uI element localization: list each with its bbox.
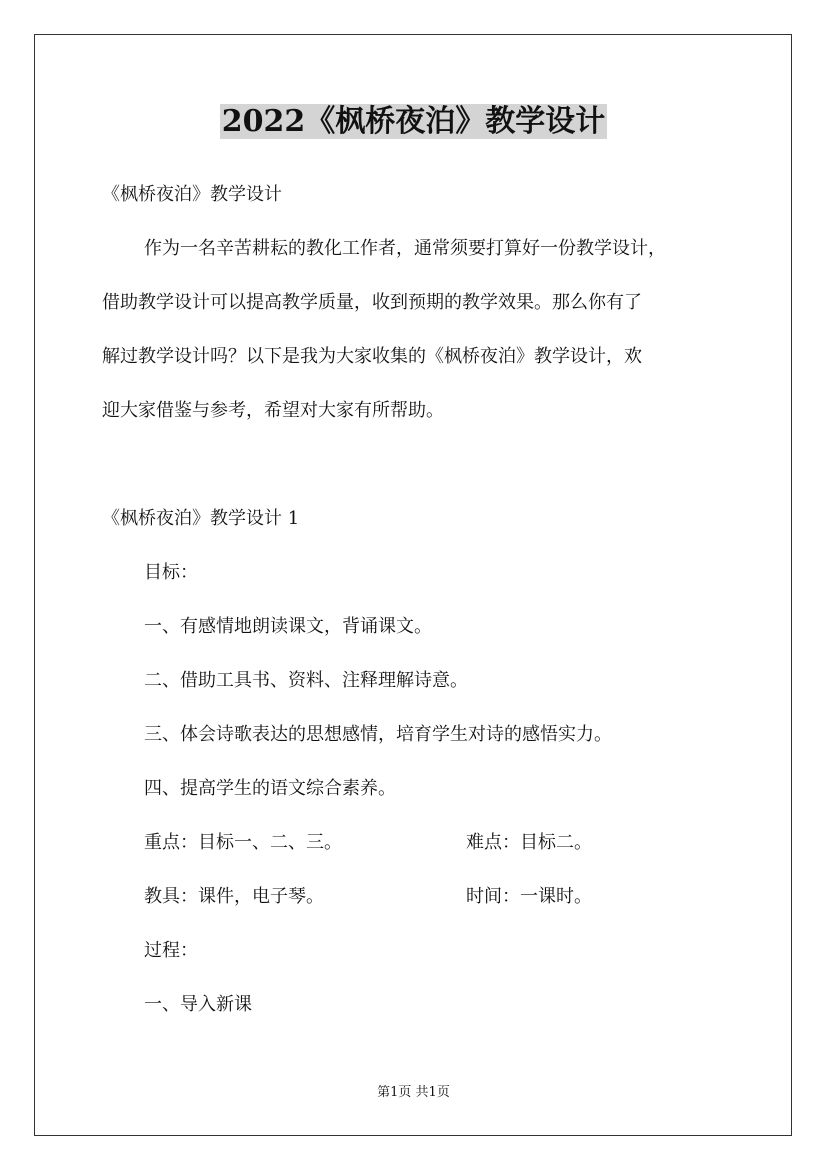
goal-item-4: 四、提高学生的语文综合素养。 <box>144 778 396 799</box>
section-heading: 《枫桥夜泊》教学设计 1 <box>102 508 300 529</box>
page-number: 第1页 共1页 <box>377 1085 450 1100</box>
document-title <box>0 100 827 144</box>
goal-item-2: 二、借助工具书、资料、注释理解诗意。 <box>144 670 468 691</box>
document-title-text: 2022《枫桥夜泊》教学设计 <box>221 104 606 139</box>
goal-item-1: 一、有感情地朗读课文，背诵课文。 <box>144 616 432 637</box>
goal-item-3: 三、体会诗歌表达的思想感情，培育学生对诗的感悟实力。 <box>144 724 612 745</box>
lesson-time: 时间：一课时。 <box>466 886 592 907</box>
goal-label: 目标： <box>144 562 198 583</box>
difficulty-point: 难点：目标二。 <box>466 832 592 853</box>
document-subtitle: 《枫桥夜泊》教学设计 <box>102 184 282 205</box>
teaching-tools: 教具：课件，电子琴。 <box>144 886 324 907</box>
intro-line-3: 解过教学设计吗？以下是我为大家收集的《枫桥夜泊》教学设计，欢 <box>102 346 642 367</box>
page-footer <box>0 1083 827 1103</box>
intro-line-2: 借助教学设计可以提高教学质量，收到预期的教学效果。那么你有了 <box>102 292 642 313</box>
process-step-1: 一、导入新课 <box>144 994 252 1015</box>
intro-line-4: 迎大家借鉴与参考，希望对大家有所帮助。 <box>102 400 444 421</box>
key-point: 重点：目标一、二、三。 <box>144 832 342 853</box>
process-label: 过程： <box>144 940 198 961</box>
intro-line-1: 作为一名辛苦耕耘的教化工作者，通常须要打算好一份教学设计， <box>144 238 666 259</box>
